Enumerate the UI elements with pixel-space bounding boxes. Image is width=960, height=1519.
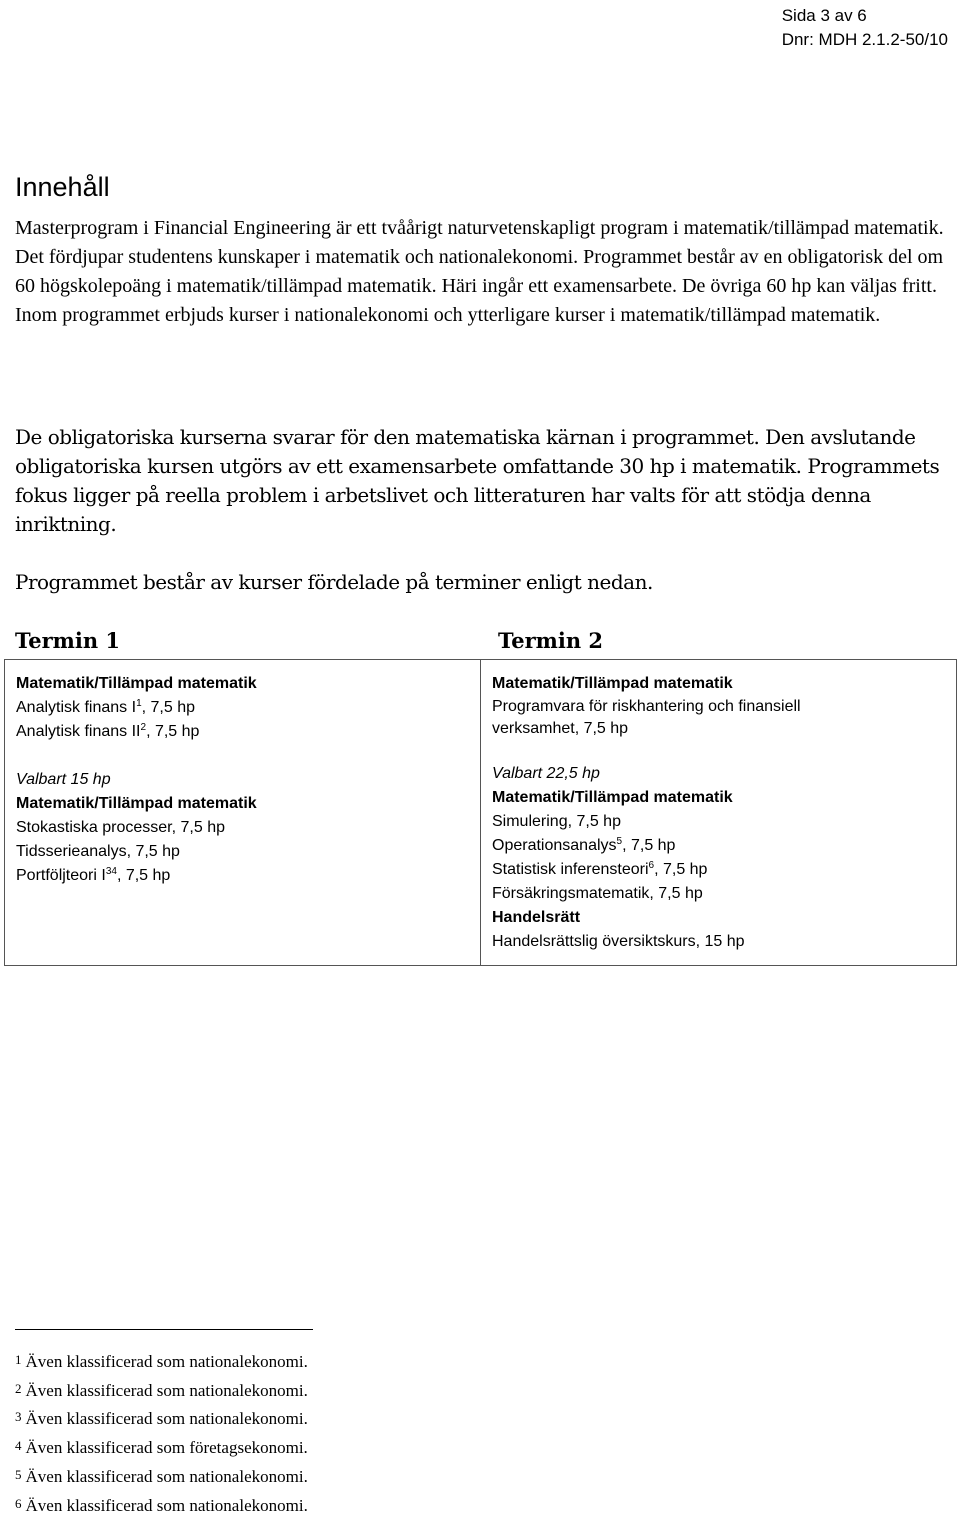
- elective-label: Valbart 22,5 hp: [492, 765, 600, 782]
- course-item: Handelsrättslig översiktskurs, 15 hp: [492, 933, 745, 950]
- footnote: 5 Även klassificerad som nationalekonomi.: [15, 1466, 308, 1486]
- page-number: Sida 3 av 6: [781, 6, 867, 25]
- subject-heading: Matematik/Tillämpad matematik: [16, 675, 257, 692]
- subject-heading: Matematik/Tillämpad matematik: [492, 675, 733, 692]
- intro-paragraph: Masterprogram i Financial Engineering är ett tvåårigt naturvetenskapligt program i matematik/tillämpad matematik. Det fördjupar studentens kunskaper i matematik och nationalekonomi. Programmet består av en obligatorisk del om 60 högskolepoäng i matematik/tillämpad matematik. Häri ingår ett examensarbete. De övriga 60 hp kan väljas fritt. Inom programmet erbjuds kurser i nationalekonomi och ytterligare kurser i matematik/tillämpad matematik.: [15, 217, 944, 326]
- course-item: Statistisk inferensteori$^6$, 7,5 hp: [492, 860, 708, 878]
- elective-label: Valbart 15 hp: [16, 771, 111, 788]
- footnote: 2 Även klassificerad som nationalekonomi.: [15, 1380, 308, 1400]
- footnote: 1 Även klassificerad som nationalekonomi.: [15, 1352, 308, 1371]
- footnote: 3 Även klassificerad som nationalekonomi.: [15, 1409, 308, 1429]
- subject-heading: Matematik/Tillämpad matematik: [492, 789, 733, 806]
- course-item: Portföljteori $I^{34}$, 7,5 hp: [16, 866, 171, 884]
- term1-title: Termin 1: [15, 628, 121, 653]
- document-number: Dnr: MDH 2.1.2-50/10: [781, 30, 948, 49]
- course-item: Programvara för riskhantering och finansiell verksamhet, 7,5 hp: [492, 698, 801, 737]
- course-item: Operationsanalys$^5$, 7,5 hp: [492, 836, 676, 854]
- subject-heading: Handelsrätt: [492, 909, 581, 926]
- course-table: [4, 659, 957, 966]
- mandatory-paragraph: De obligatoriska kurserna svarar för den matematiska kärnan i programmet. Den avslutande obligatoriska kursen utgörs av ett examensarbete omfattande 30 hp i matematik. Programmets fokus ligger på reella problem i arbetslivet och litteraturen har valts för att stödja denna inriktning.: [15, 425, 940, 536]
- course-item: Stokastiska processer, 7,5 hp: [16, 819, 225, 836]
- page-header: [782, 4, 948, 52]
- course-item: Tidsserieanalys, 7,5 hp: [16, 843, 180, 860]
- terms-intro-paragraph: Programmet består av kurser fördelade på terminer enligt nedan.: [15, 570, 653, 594]
- subject-heading: Matematik/Tillämpad matematik: [16, 795, 257, 812]
- term1-cell: [5, 660, 481, 966]
- term2-cell: [481, 660, 957, 966]
- course-item: Simulering, 7,5 hp: [492, 813, 621, 830]
- course-item: Analytisk finans $II^2$, 7,5 hp: [16, 722, 200, 740]
- course-item: Försäkringsmatematik, 7,5 hp: [492, 885, 703, 902]
- course-item: Analytisk finans $I^1$, 7,5 hp: [16, 698, 195, 716]
- footnote: 6 Även klassificerad som nationalekonomi.: [15, 1495, 308, 1515]
- footnotes: [15, 1347, 308, 1519]
- section-heading: Innehåll: [15, 172, 110, 202]
- footnote: 4 Även klassificerad som företagsekonomi.: [15, 1438, 308, 1458]
- footnote-divider: [15, 1329, 313, 1330]
- term2-title: Termin 2: [498, 628, 604, 653]
